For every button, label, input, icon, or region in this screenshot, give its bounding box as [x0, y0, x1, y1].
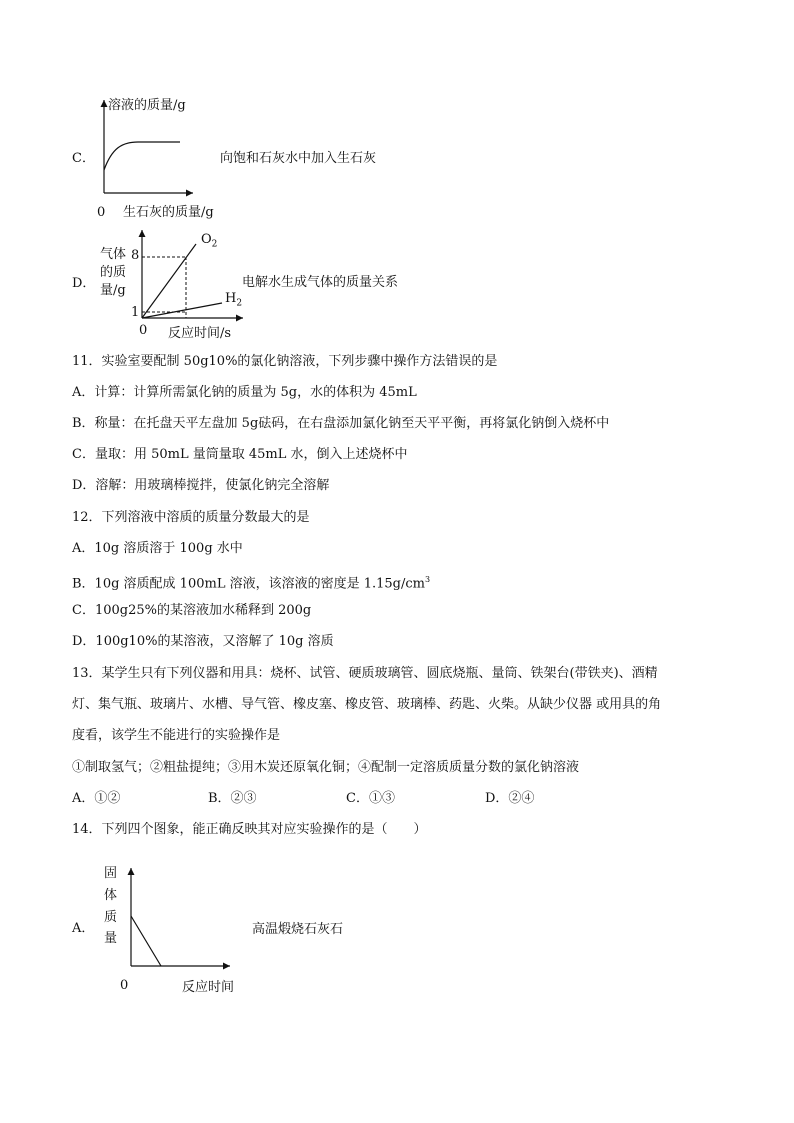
q12-option-d: D．100g10%的某溶液，又溶解了 10g 溶质: [72, 634, 334, 649]
chart-c-xlabel: 生石灰的质量/g: [123, 205, 214, 220]
chart-d-h2-label: $H_2$: [225, 291, 243, 309]
q12-option-c: C．100g25%的某溶液加水稀释到 200g: [72, 603, 312, 618]
q12-option-b: B．10g 溶质配成 100mL 溶液，该溶液的密度是 $1.15g/cm^3$: [72, 575, 431, 592]
chart-d-tick-1: 1: [131, 305, 140, 320]
chart-d-ylabel-2: 的质: [100, 265, 127, 280]
chart-a-ylabel-3: 质: [104, 910, 118, 925]
q13-option-a: A．①②: [72, 791, 121, 806]
q11-option-a: A．计算：计算所需氯化钠的质量为 5g，水的体积为 45mL: [72, 385, 417, 400]
q13-option-b: B．②③: [208, 791, 257, 806]
chart-d-xlabel: 反应时间/s: [168, 326, 232, 341]
chart-a-ylabel-4: 量: [104, 931, 118, 946]
chart-c-origin: 0: [97, 205, 106, 220]
q13-items: ①制取氢气；②粗盐提纯；③用木炭还原氧化铜；④配制一定溶质质量分数的氯化钠溶液: [72, 760, 580, 775]
chart-d-origin: 0: [139, 323, 148, 338]
q14-stem: 14．下列四个图象，能正确反映其对应实验操作的是（ ）: [72, 822, 427, 837]
chart-c-ylabel: 溶液的质量/g: [108, 98, 186, 113]
chart-d-ylabel-3: 量/g: [100, 283, 126, 298]
solid-mass-line: [131, 916, 161, 966]
chart-a-caption: 高温煅烧石灰石: [252, 922, 344, 937]
q11-option-d: D．溶解：用玻璃棒搅拌，使氯化钠完全溶解: [72, 478, 330, 493]
option-c-label: C．: [72, 151, 95, 166]
q13-stem-line3: 度看，该学生不能进行的实验操作是: [72, 728, 281, 743]
q13-option-c: C．①③: [346, 791, 395, 806]
q12-stem: 12．下列溶液中溶质的质量分数最大的是: [72, 510, 310, 525]
chart-a-xlabel: 反应时间: [182, 980, 235, 995]
q11-stem: 11．实验室要配制 50g10%的氯化钠溶液，下列步骤中操作方法错误的是: [72, 354, 498, 369]
chart-d-o2-label: $O_2$: [201, 232, 218, 250]
chart-d-caption: 电解水生成气体的质量关系: [242, 275, 399, 290]
chart-a-ylabel-2: 体: [104, 888, 118, 903]
chart-a-origin: 0: [120, 978, 129, 993]
option-a-label: A．: [72, 921, 95, 936]
q11-option-b: B．称量：在托盘天平左盘加 5g砝码，在右盘添加氯化钠至天平平衡，再将氯化钠倒入烧杯中: [72, 416, 610, 431]
q13-option-d: D．②④: [485, 791, 535, 806]
q12-option-a: A．10g 溶质溶于 100g 水中: [72, 541, 243, 556]
chart-c-caption: 向饱和石灰水中加入生石灰: [220, 151, 377, 166]
q13-stem-line2: 灯、集气瓶、玻璃片、水槽、导气管、橡皮塞、橡皮管、玻璃棒、药匙、火柴。从缺少仪器 或用具的角: [72, 697, 662, 712]
option-d-label: D．: [72, 276, 96, 291]
chart-d-tick-8: 8: [131, 248, 140, 263]
q13-stem-line1: 13．某学生只有下列仪器和用具：烧杯、试管、硬质玻璃管、圆底烧瓶、量筒、铁架台(带铁夹)、酒精: [72, 666, 658, 681]
chart-a-ylabel-1: 固: [104, 866, 118, 881]
q11-option-c: C．量取：用 50mL 量筒量取 45mL 水，倒入上述烧杯中: [72, 447, 408, 462]
chart-d-ylabel-1: 气体: [100, 247, 127, 262]
